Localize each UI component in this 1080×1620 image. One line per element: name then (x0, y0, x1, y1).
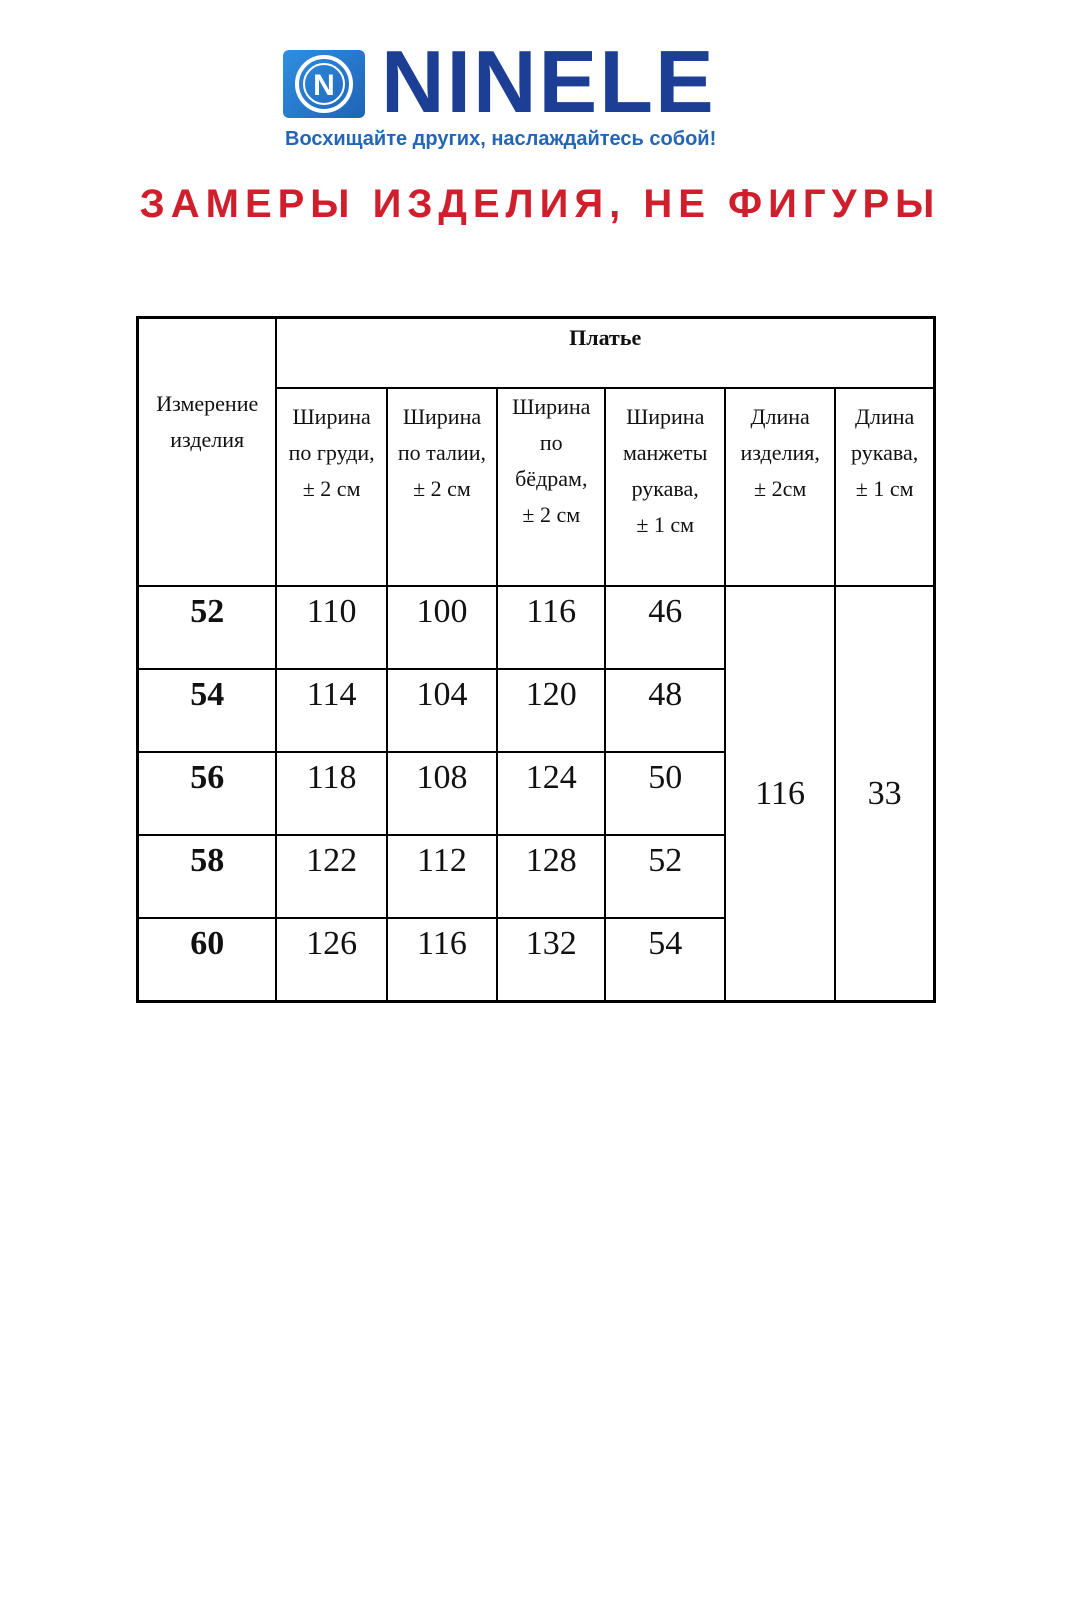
hips-cell: 116 (497, 586, 605, 669)
brand-emblem-letter: N (313, 69, 335, 102)
sleeve-length-cell: 33 (835, 586, 934, 1002)
cuff-cell: 48 (605, 669, 725, 752)
page-title: ЗАМЕРЫ ИЗДЕЛИЯ, НЕ ФИГУРЫ (139, 182, 941, 226)
hips-cell: 132 (497, 918, 605, 1002)
chest-cell: 122 (276, 835, 386, 918)
chest-cell: 118 (276, 752, 386, 835)
waist-cell: 112 (387, 835, 497, 918)
cuff-cell: 50 (605, 752, 725, 835)
header-sleeve-length: Длина рукава, ± 1 см (835, 388, 934, 586)
brand-slogan: Восхищайте других, наслаждайтесь собой! (285, 128, 717, 150)
waist-cell: 104 (387, 669, 497, 752)
chest-cell: 110 (276, 586, 386, 669)
chest-cell: 114 (276, 669, 386, 752)
waist-cell: 116 (387, 918, 497, 1002)
waist-cell: 100 (387, 586, 497, 669)
header-product-length: Длина изделия, ± 2см (725, 388, 835, 586)
header-measurement: Измерение изделия (138, 318, 277, 587)
hips-cell: 124 (497, 752, 605, 835)
size-cell: 54 (138, 669, 277, 752)
size-cell: 58 (138, 835, 277, 918)
hips-cell: 120 (497, 669, 605, 752)
waist-cell: 108 (387, 752, 497, 835)
size-cell: 56 (138, 752, 277, 835)
size-cell: 60 (138, 918, 277, 1002)
brand-name: NINELE (381, 32, 716, 131)
cuff-cell: 46 (605, 586, 725, 669)
table-row (138, 586, 935, 669)
header-product: Платье (276, 318, 934, 389)
chest-cell: 126 (276, 918, 386, 1002)
product-length-cell: 116 (725, 586, 835, 1002)
header-hip-width: Ширина по бёдрам, ± 2 см (497, 388, 605, 586)
header-waist-width: Ширина по талии, ± 2 см (387, 388, 497, 586)
table-header-row (138, 318, 935, 389)
cuff-cell: 54 (605, 918, 725, 1002)
size-chart-table (136, 316, 936, 1003)
hips-cell: 128 (497, 835, 605, 918)
cuff-cell: 52 (605, 835, 725, 918)
brand-logo (283, 32, 803, 158)
header-chest-width: Ширина по груди, ± 2 см (276, 388, 386, 586)
header-cuff-width: Ширина манжеты рукава, ± 1 см (605, 388, 725, 586)
brand-emblem-icon (283, 50, 365, 118)
size-cell: 52 (138, 586, 277, 669)
